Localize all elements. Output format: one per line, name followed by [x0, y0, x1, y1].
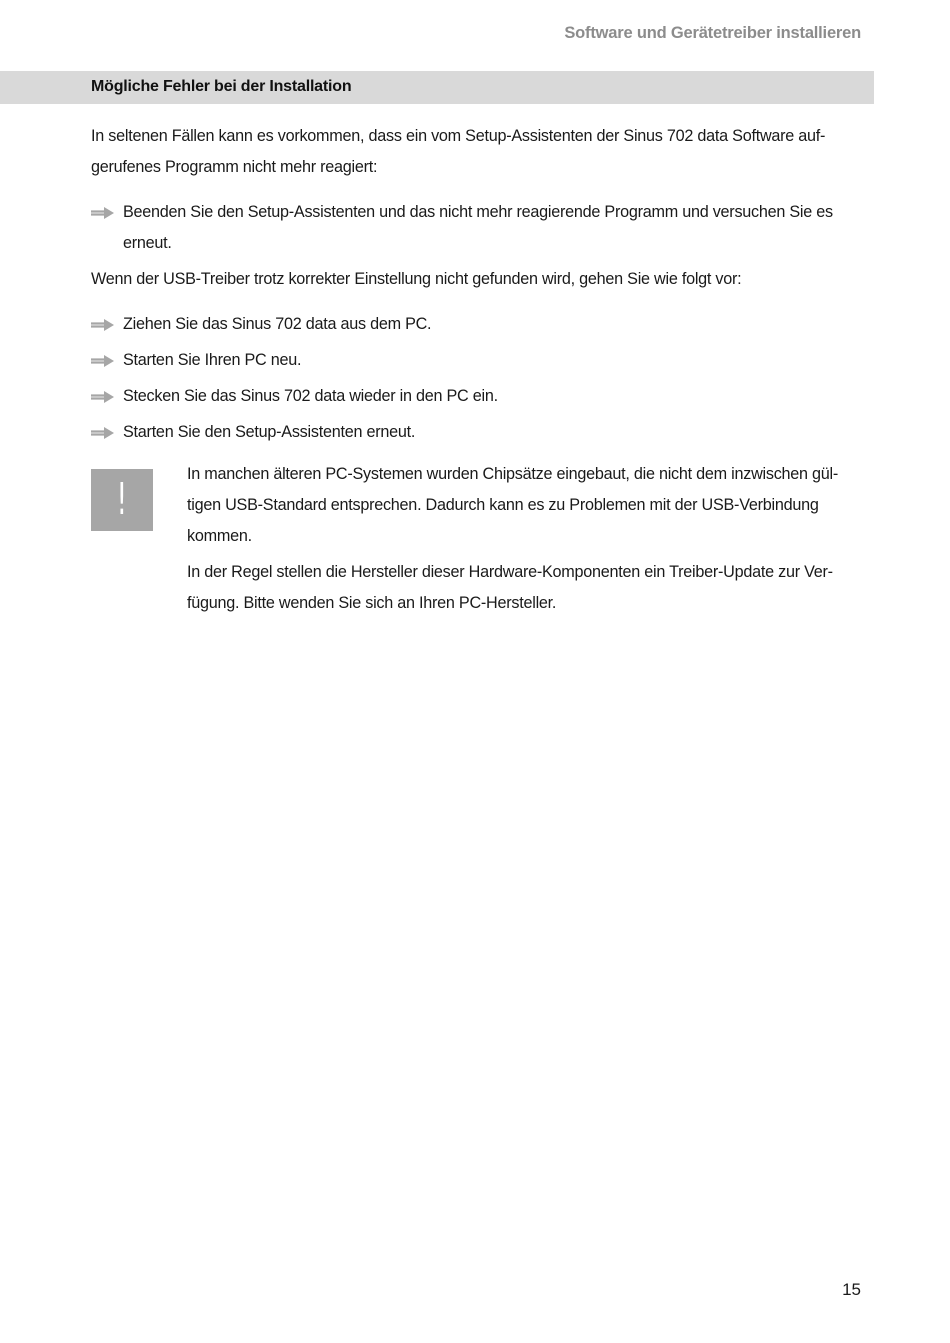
bullet-list-1	[91, 197, 861, 259]
double-arrow-icon	[90, 206, 116, 220]
list-item	[91, 197, 861, 259]
page-number: 15	[842, 1280, 861, 1299]
note-paragraph: In der Regel stellen die Hersteller dieser Hardware-Komponenten ein Treiber-Update zur Ver-fügung. Bitte wenden Sie sich an Ihren PC-Hersteller.	[187, 563, 833, 612]
section-title: Mögliche Fehler bei der Installation	[91, 78, 352, 95]
exclamation-glyph: !	[116, 474, 128, 525]
double-arrow-icon	[90, 390, 116, 404]
exclamation-icon	[91, 469, 153, 531]
list-item-text: Starten Sie Ihren PC neu.	[123, 351, 302, 369]
list-item-text: Beenden Sie den Setup-Assistenten und das nicht mehr reagierende Programm und versuchen Sie es erneut.	[123, 203, 833, 252]
main-content	[91, 121, 861, 619]
list-item-text: Starten Sie den Setup-Assistenten erneut.	[123, 423, 416, 441]
usb-intro-paragraph: Wenn der USB-Treiber trotz korrekter Einstellung nicht gefunden wird, gehen Sie wie folgt vor:	[91, 270, 742, 288]
list-item-text: Stecken Sie das Sinus 702 data wieder in den PC ein.	[123, 387, 498, 405]
note-paragraph: In manchen älteren PC-Systemen wurden Chipsätze eingebaut, die nicht dem inzwischen gül-tigen USB-Standard entsprechen. Dadurch kann es zu Problemen mit der USB-Verbindung kommen.	[187, 465, 839, 545]
double-arrow-icon	[90, 318, 116, 332]
double-arrow-icon	[90, 354, 116, 368]
section-header-bar	[0, 71, 874, 104]
list-item	[91, 381, 861, 412]
warning-note	[91, 459, 861, 619]
list-item	[91, 417, 861, 448]
double-arrow-icon	[90, 426, 116, 440]
list-item	[91, 309, 861, 340]
intro-paragraph: In seltenen Fällen kann es vorkommen, dass ein vom Setup-Assistenten der Sinus 702 data Software auf-gerufenes Programm nicht mehr reagiert:	[91, 127, 826, 176]
running-header: Software und Gerätetreiber installieren	[564, 24, 861, 42]
bullet-list-2	[91, 309, 861, 448]
list-item	[91, 345, 861, 376]
list-item-text: Ziehen Sie das Sinus 702 data aus dem PC.	[123, 315, 432, 333]
